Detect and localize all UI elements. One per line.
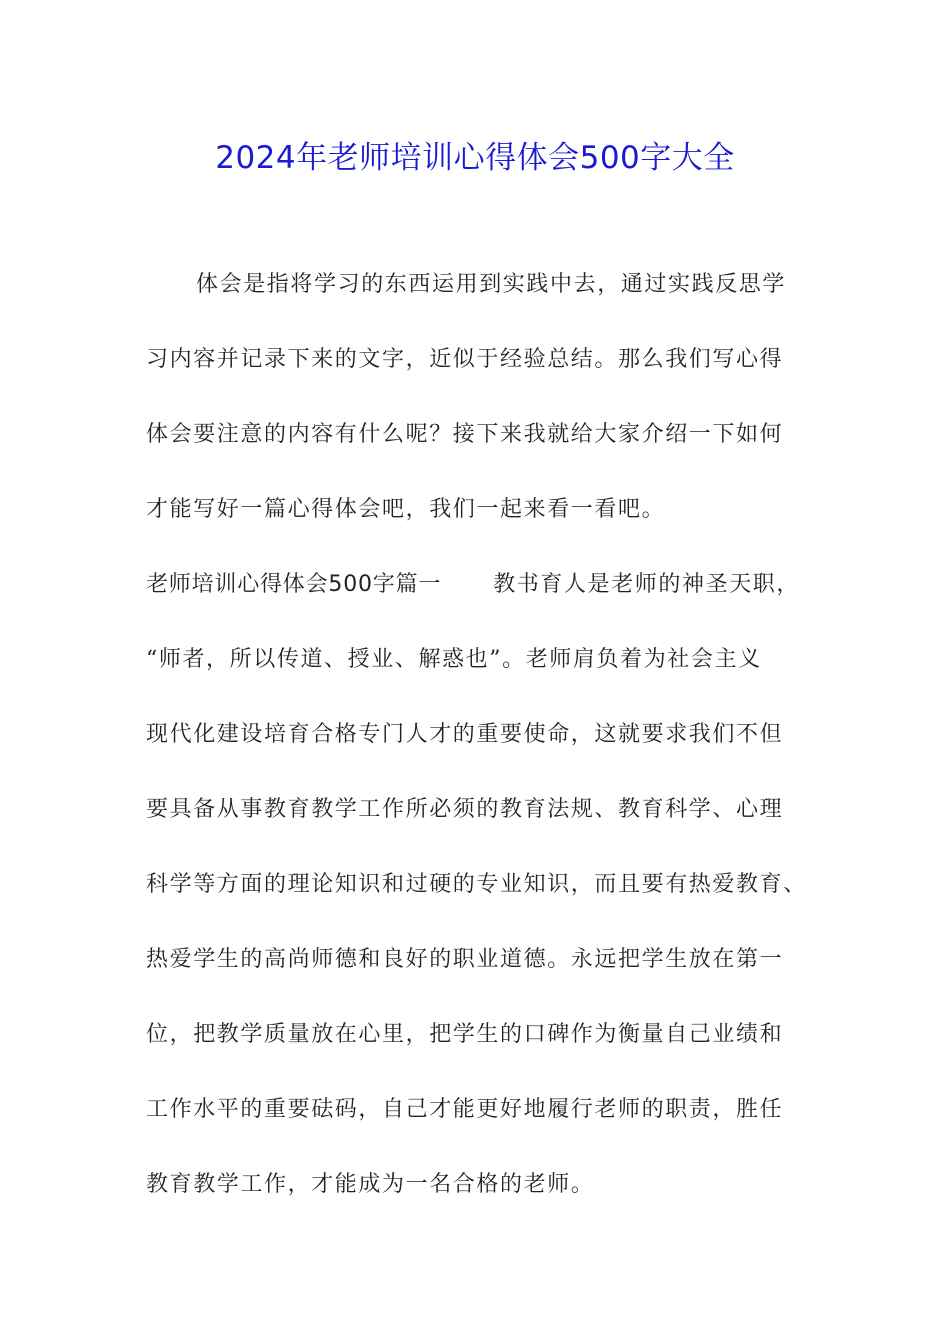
- intro-line: 体会是指将学习的东西运用到实践中去，通过实践反思学: [196, 272, 787, 297]
- body-line: 要具备从事教育教学工作所必须的教育法规、教育科学、心理: [146, 797, 784, 822]
- body-line: 科学等方面的理论知识和过硬的专业知识，而且要有热爱教育、: [146, 872, 807, 897]
- body-line: 工作水平的重要砝码，自己才能更好地履行老师的职责，胜任: [146, 1097, 784, 1122]
- body-line: “师者，所以传道、授业、解惑也”。老师肩负着为社会主义: [146, 647, 762, 672]
- body-line: 教育教学工作，才能成为一名合格的老师。: [146, 1172, 595, 1197]
- intro-line: 才能写好一篇心得体会吧，我们一起来看一看吧。: [146, 497, 666, 522]
- section-heading-line: [146, 570, 800, 600]
- body-line: 现代化建设培育合格专门人才的重要使命，这就要求我们不但: [146, 722, 784, 747]
- document-title: 2024年老师培训心得体会500字大全: [215, 140, 735, 176]
- body-line: 位，把教学质量放在心里，把学生的口碑作为衡量自己业绩和: [146, 1022, 784, 1047]
- body-line: 热爱学生的高尚师德和良好的职业道德。永远把学生放在第一: [146, 947, 784, 972]
- section-heading: 老师培训心得体会500字篇一: [146, 572, 442, 597]
- intro-line: 习内容并记录下来的文字，近似于经验总结。那么我们写心得: [146, 347, 784, 372]
- intro-line: 体会要注意的内容有什么呢？接下来我就给大家介绍一下如何: [146, 422, 784, 447]
- section-first-line: 教书育人是老师的神圣天职，: [493, 572, 801, 597]
